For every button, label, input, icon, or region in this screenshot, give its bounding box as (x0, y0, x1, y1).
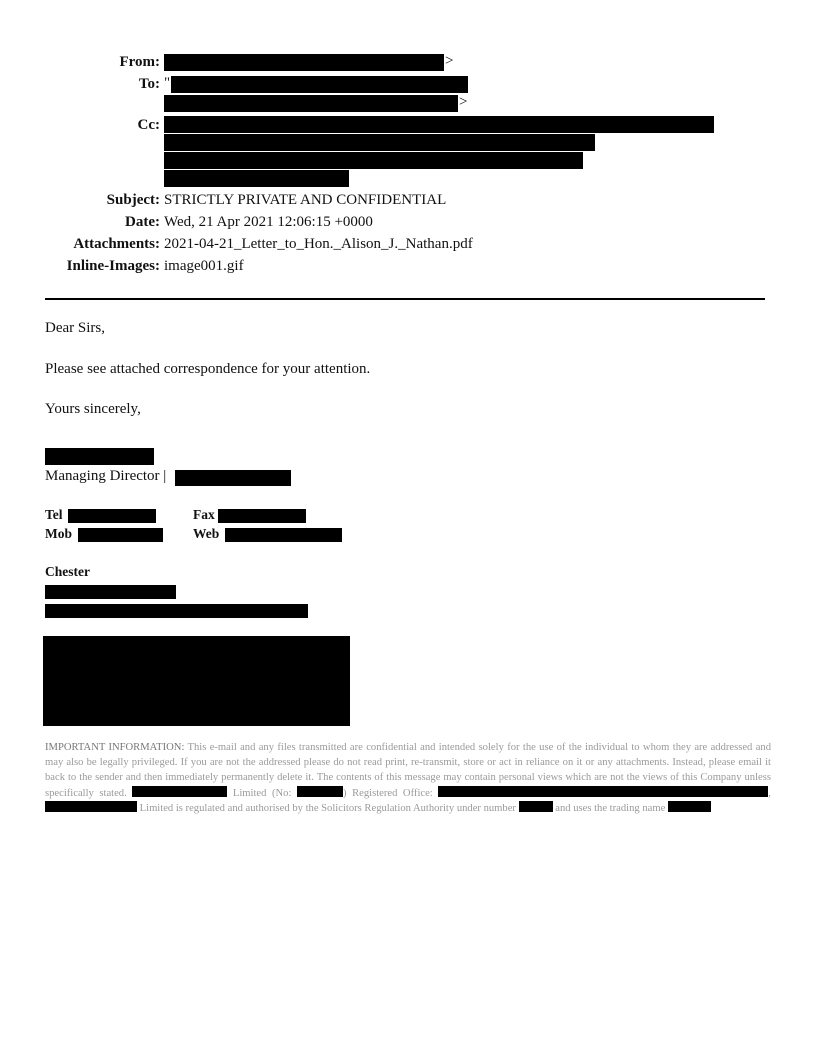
signature-name-redaction (45, 448, 154, 465)
disclaimer-text-2: Limited (No: (227, 787, 292, 799)
signature-company-redaction (175, 470, 291, 486)
disclaimer-text-4: Registered Office: (352, 787, 433, 799)
message-text: Please see attached correspondence for your attention. (45, 361, 371, 377)
attachment-link[interactable]: 2021-04-21_Letter_to_Hon._Alison_J._Nathan.pdf (164, 236, 473, 252)
disclaimer-text-6: Limited is regulated and authorised by the Solicitors Regulation Authority under number (137, 802, 516, 814)
disclaimer-text-1: This e-mail and any files transmitted are confidential and intended solely for the use of the individual to whom they are addressed and may also be legally privileged. If you are not the addressed please do not read print, re-transmit, store or act in reliance on it or any attachments. Instead, please email it back to the sender and then immediately permanently delete it. The contents of this message may contain personal views which are not the views of this Company unless specifically stated. (45, 742, 771, 799)
disclaimer-heading: IMPORTANT INFORMATION: (45, 742, 185, 753)
cc-redaction-3 (164, 152, 583, 169)
fax-label: Fax (193, 507, 215, 522)
trading-name-redaction (668, 801, 711, 812)
company-name-redaction (132, 786, 227, 797)
tel-redaction (68, 509, 156, 523)
web-label: Web (193, 526, 220, 541)
company-name-redaction-2 (45, 801, 137, 812)
signature-title: Managing Director | (45, 468, 167, 484)
to-redaction-2 (164, 95, 458, 112)
company-number-redaction (297, 786, 343, 797)
registered-office-redaction (438, 786, 768, 797)
cc-redaction-4 (164, 170, 349, 187)
date-value: Wed, 21 Apr 2021 12:06:15 +0000 (164, 214, 373, 230)
web-redaction[interactable] (225, 528, 342, 542)
disclaimer-text-3: ) (342, 787, 347, 799)
address-redaction-1 (45, 585, 176, 599)
sra-number-redaction (519, 801, 553, 812)
date-label: Date: (125, 214, 160, 230)
cc-redaction-1 (164, 116, 714, 133)
cc-label: Cc: (137, 117, 160, 133)
to-label: To: (138, 76, 160, 92)
subject-value: STRICTLY PRIVATE AND CONFIDENTIAL (164, 192, 447, 208)
tel-label: Tel (45, 507, 63, 522)
disclaimer-text-7: and uses the trading name (552, 802, 666, 814)
to-prefix: " (164, 75, 171, 91)
mob-redaction (78, 528, 163, 542)
fax-redaction (218, 509, 306, 523)
cc-redaction-2 (164, 134, 595, 151)
greeting: Dear Sirs, (45, 320, 105, 336)
attachments-label: Attachments: (73, 236, 160, 252)
mob-label: Mob (45, 526, 72, 541)
legal-disclaimer (45, 740, 771, 816)
inline-images-label: Inline-Images: (66, 258, 160, 274)
from-redaction (164, 54, 444, 71)
from-suffix: > (445, 53, 454, 69)
subject-label: Subject: (106, 192, 160, 208)
header-divider (45, 298, 765, 300)
address-redaction-2 (45, 604, 308, 618)
office-name: Chester (45, 564, 90, 579)
logo-image-redaction (43, 636, 350, 726)
to-redaction-1 (171, 76, 468, 93)
inline-image-link[interactable]: image001.gif (164, 258, 244, 274)
from-label: From: (119, 54, 160, 70)
closing: Yours sincerely, (45, 401, 141, 417)
disclaimer-text-5: , (768, 787, 771, 799)
to-suffix: > (459, 94, 468, 110)
